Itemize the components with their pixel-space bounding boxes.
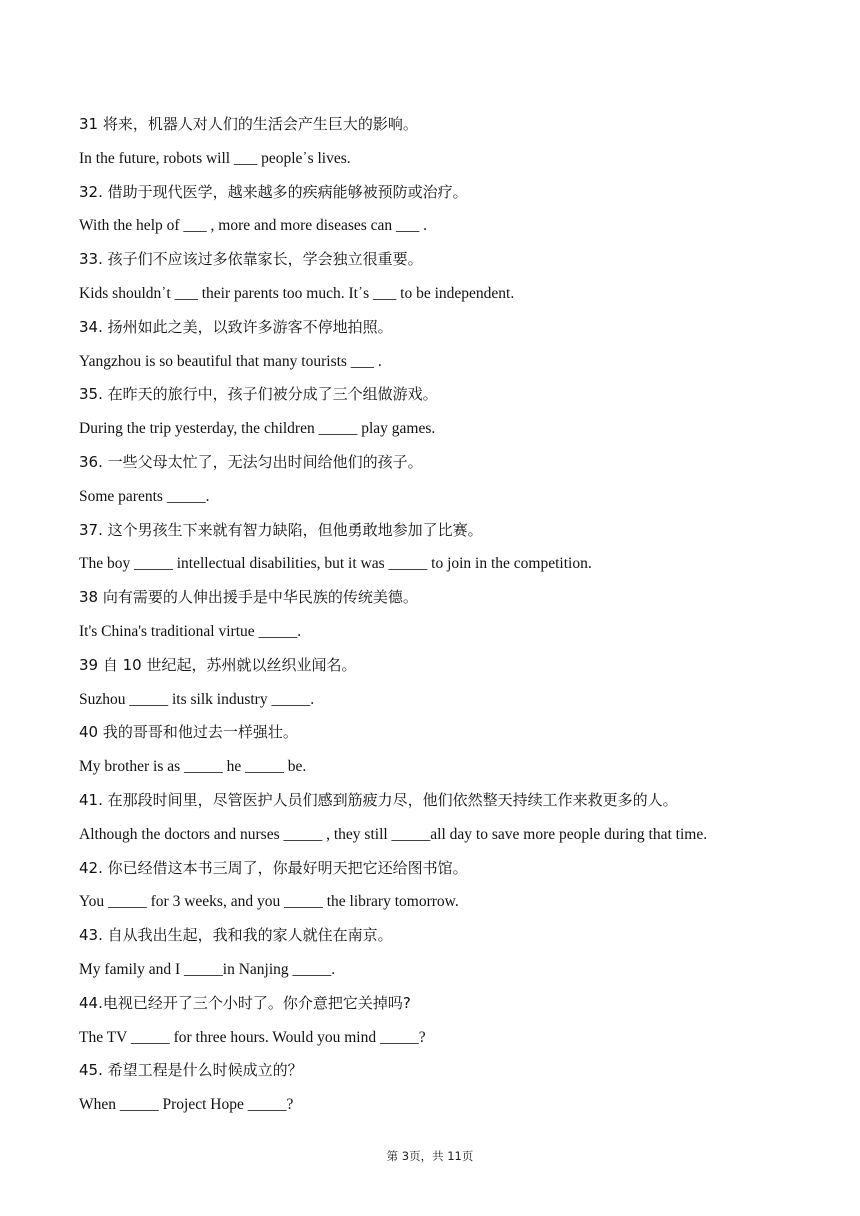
question-english-sentence: Yangzhou is so beautiful that many tourists ___ .: [79, 352, 382, 370]
question-chinese-prompt: 31 将来，机器人对人们的生活会产生巨大的影响。: [79, 115, 418, 133]
question-chinese-prompt: 44.电视已经开了三个小时了。你介意把它关掉吗?: [79, 993, 411, 1012]
question-chinese-prompt: 35. 在昨天的旅行中，孩子们被分成了三个组做游戏。: [79, 385, 438, 404]
question-english-sentence: When _____ Project Hope _____?: [79, 1096, 294, 1114]
question-english-sentence: Suzhou _____ its silk industry _____.: [79, 690, 315, 708]
question-chinese-prompt: 37. 这个男孩生下来就有智力缺陷，但他勇敢地参加了比赛。: [79, 520, 483, 539]
question-english-sentence: My brother is as _____ he _____ be.: [79, 758, 307, 776]
question-chinese-prompt: 43. 自从我出生起，我和我的家人就住在南京。: [79, 926, 393, 945]
question-chinese-prompt: 34. 扬州如此之美，以致许多游客不停地拍照。: [79, 317, 393, 336]
question-english-sentence: Kids shouldn᾿t ___ their parents too much. It᾿s ___ to be independent.: [79, 284, 515, 302]
question-chinese-prompt: 39 自 10 世纪起，苏州就以丝织业闻名。: [79, 655, 357, 674]
question-english-sentence: My family and I _____in Nanjing _____.: [79, 960, 336, 978]
page-footer: 第 3页，共 11页: [386, 1149, 474, 1163]
question-english-sentence: You _____ for 3 weeks, and you _____ the library tomorrow.: [79, 893, 459, 911]
question-english-sentence: In the future, robots will ___ people᾿s lives.: [79, 149, 351, 167]
question-english-sentence: Although the doctors and nurses _____ , they still _____all day to save more people during that time.: [79, 825, 708, 843]
question-english-sentence: The boy _____ intellectual disabilities, but it was _____ to join in the competition.: [79, 555, 592, 573]
question-english-sentence: During the trip yesterday, the children _____ play games.: [79, 420, 436, 438]
question-chinese-prompt: 42. 你已经借这本书三周了，你最好明天把它还给图书馆。: [79, 858, 468, 877]
question-chinese-prompt: 36. 一些父母太忙了，无法匀出时间给他们的孩子。: [79, 452, 423, 471]
question-english-sentence: With the help of ___ , more and more diseases can ___ .: [79, 217, 428, 235]
question-chinese-prompt: 41. 在那段时间里，尽管医护人员们感到筋疲力尽，他们依然整天持续工作来救更多的人。: [79, 790, 678, 809]
question-list: [79, 108, 839, 1122]
question-english-sentence: Some parents _____.: [79, 487, 210, 505]
question-chinese-prompt: 33. 孩子们不应该过多依靠家长，学会独立很重要。: [79, 250, 423, 269]
question-chinese-prompt: 45. 希望工程是什么时候成立的？: [79, 1061, 303, 1080]
question-english-sentence: It's China's traditional virtue _____.: [79, 622, 302, 640]
question-chinese-prompt: 32. 借助于现代医学，越来越多的疾病能够被预防或治疗。: [79, 182, 468, 201]
question-chinese-prompt: 38 向有需要的人伸出援手是中华民族的传统美德。: [79, 588, 418, 607]
question-chinese-prompt: 40 我的哥哥和他过去一样强壮。: [79, 723, 298, 742]
question-english-sentence: The TV _____ for three hours. Would you mind _____?: [79, 1028, 426, 1046]
